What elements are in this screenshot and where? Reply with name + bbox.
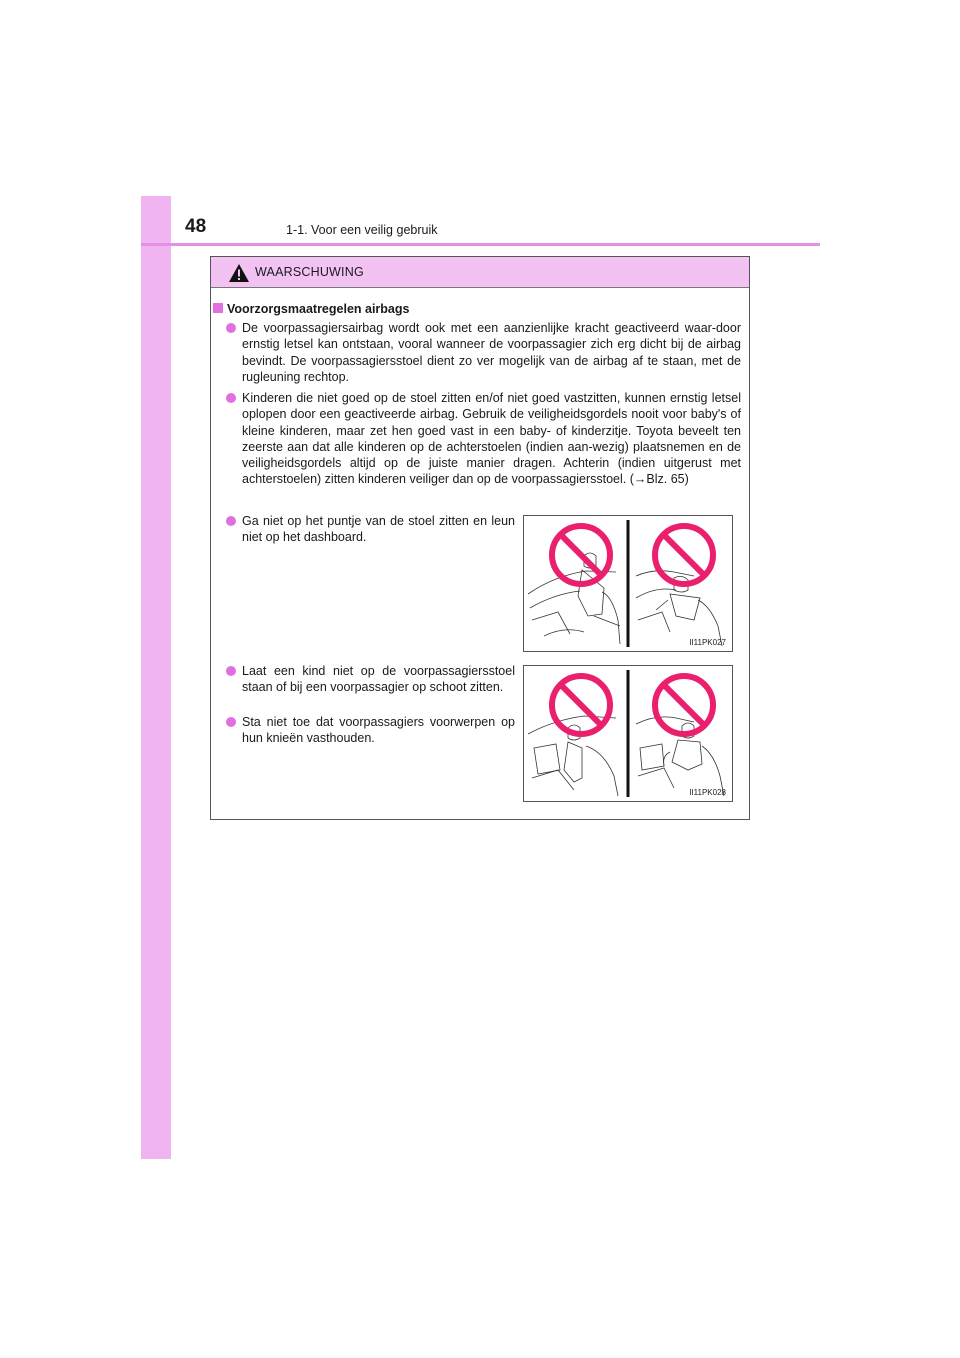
- bullet-text: Laat een kind niet op de voorpassagiersstoel staan of bij een voorpassagier op schoot zitten.: [242, 664, 515, 695]
- bullet-dot-icon: [226, 323, 236, 333]
- car-interior-illustration: [524, 666, 732, 801]
- figure-illustration: [523, 665, 733, 802]
- bullet-text: Sta niet toe dat voorpassagiers voorwerpen op hun knieën vasthouden.: [242, 715, 515, 746]
- bullet-dot-icon: [226, 393, 236, 403]
- warning-title: WAARSCHUWING: [255, 265, 364, 279]
- figure-code: II11PK027: [689, 638, 726, 647]
- warning-header: [211, 257, 749, 288]
- section-heading-text: Voorzorgsmaatregelen airbags: [227, 302, 410, 316]
- prohibition-icon: [552, 676, 610, 734]
- header-rule: [141, 243, 820, 246]
- figure-illustration: [523, 515, 733, 652]
- prohibition-icon: [655, 526, 713, 584]
- bullet-dot-icon: [226, 666, 236, 676]
- bullet-dot-icon: [226, 516, 236, 526]
- bullet-item: [225, 390, 741, 488]
- car-interior-illustration: [524, 516, 732, 651]
- warning-box: [210, 256, 750, 820]
- bullet-text: De voorpassagiersairbag wordt ook met een aanzienlijke kracht geactiveerd waar-door ernstig letsel kan ontstaan, vooral wanneer de voorpassagier zich erg dicht bij de airbag bevindt. De voorpassagiersstoel dient zo ver mogelijk van de airbag af te staan, met de rugleuning rechtop.: [242, 321, 741, 384]
- bullet-item: [225, 663, 515, 696]
- bullet-item: [225, 320, 741, 385]
- bullet-item: [225, 513, 515, 546]
- figure-code: II11PK028: [689, 788, 726, 797]
- section-title: 1-1. Voor een veilig gebruik: [286, 223, 438, 237]
- bullet-item: [225, 714, 515, 747]
- page-number: 48: [185, 216, 207, 237]
- prohibition-icon: [655, 676, 713, 734]
- section-heading: [211, 302, 731, 316]
- warning-triangle-icon: [228, 263, 250, 283]
- page-header: [141, 196, 820, 246]
- bullet-text: Kinderen die niet goed op de stoel zitten en/of niet goed vastzitten, kunnen ernstig letsel oplopen door een geactiveerde airbag. Gebruik de veiligheidsgordels nooit voor baby's of kleine kinderen, maar zet hen goed vast in een baby- of kinderzitje. Toyota beveelt ten zeerste aan dat alle kinderen op de achterstoelen (indien aan-wezig) plaatsnemen en de veiligheidsgordels altijd op de juiste manier dragen. Achterin (indien uitgerust met achterstoelen) zitten kinderen veiliger dan op de voorpassagiersstoel. (→Blz. 65): [242, 391, 741, 487]
- bullet-dot-icon: [226, 717, 236, 727]
- bullet-text: Ga niet op het puntje van de stoel zitten en leun niet op het dashboard.: [242, 514, 515, 545]
- square-bullet-icon: [213, 303, 223, 313]
- chapter-side-bar: [141, 196, 171, 1159]
